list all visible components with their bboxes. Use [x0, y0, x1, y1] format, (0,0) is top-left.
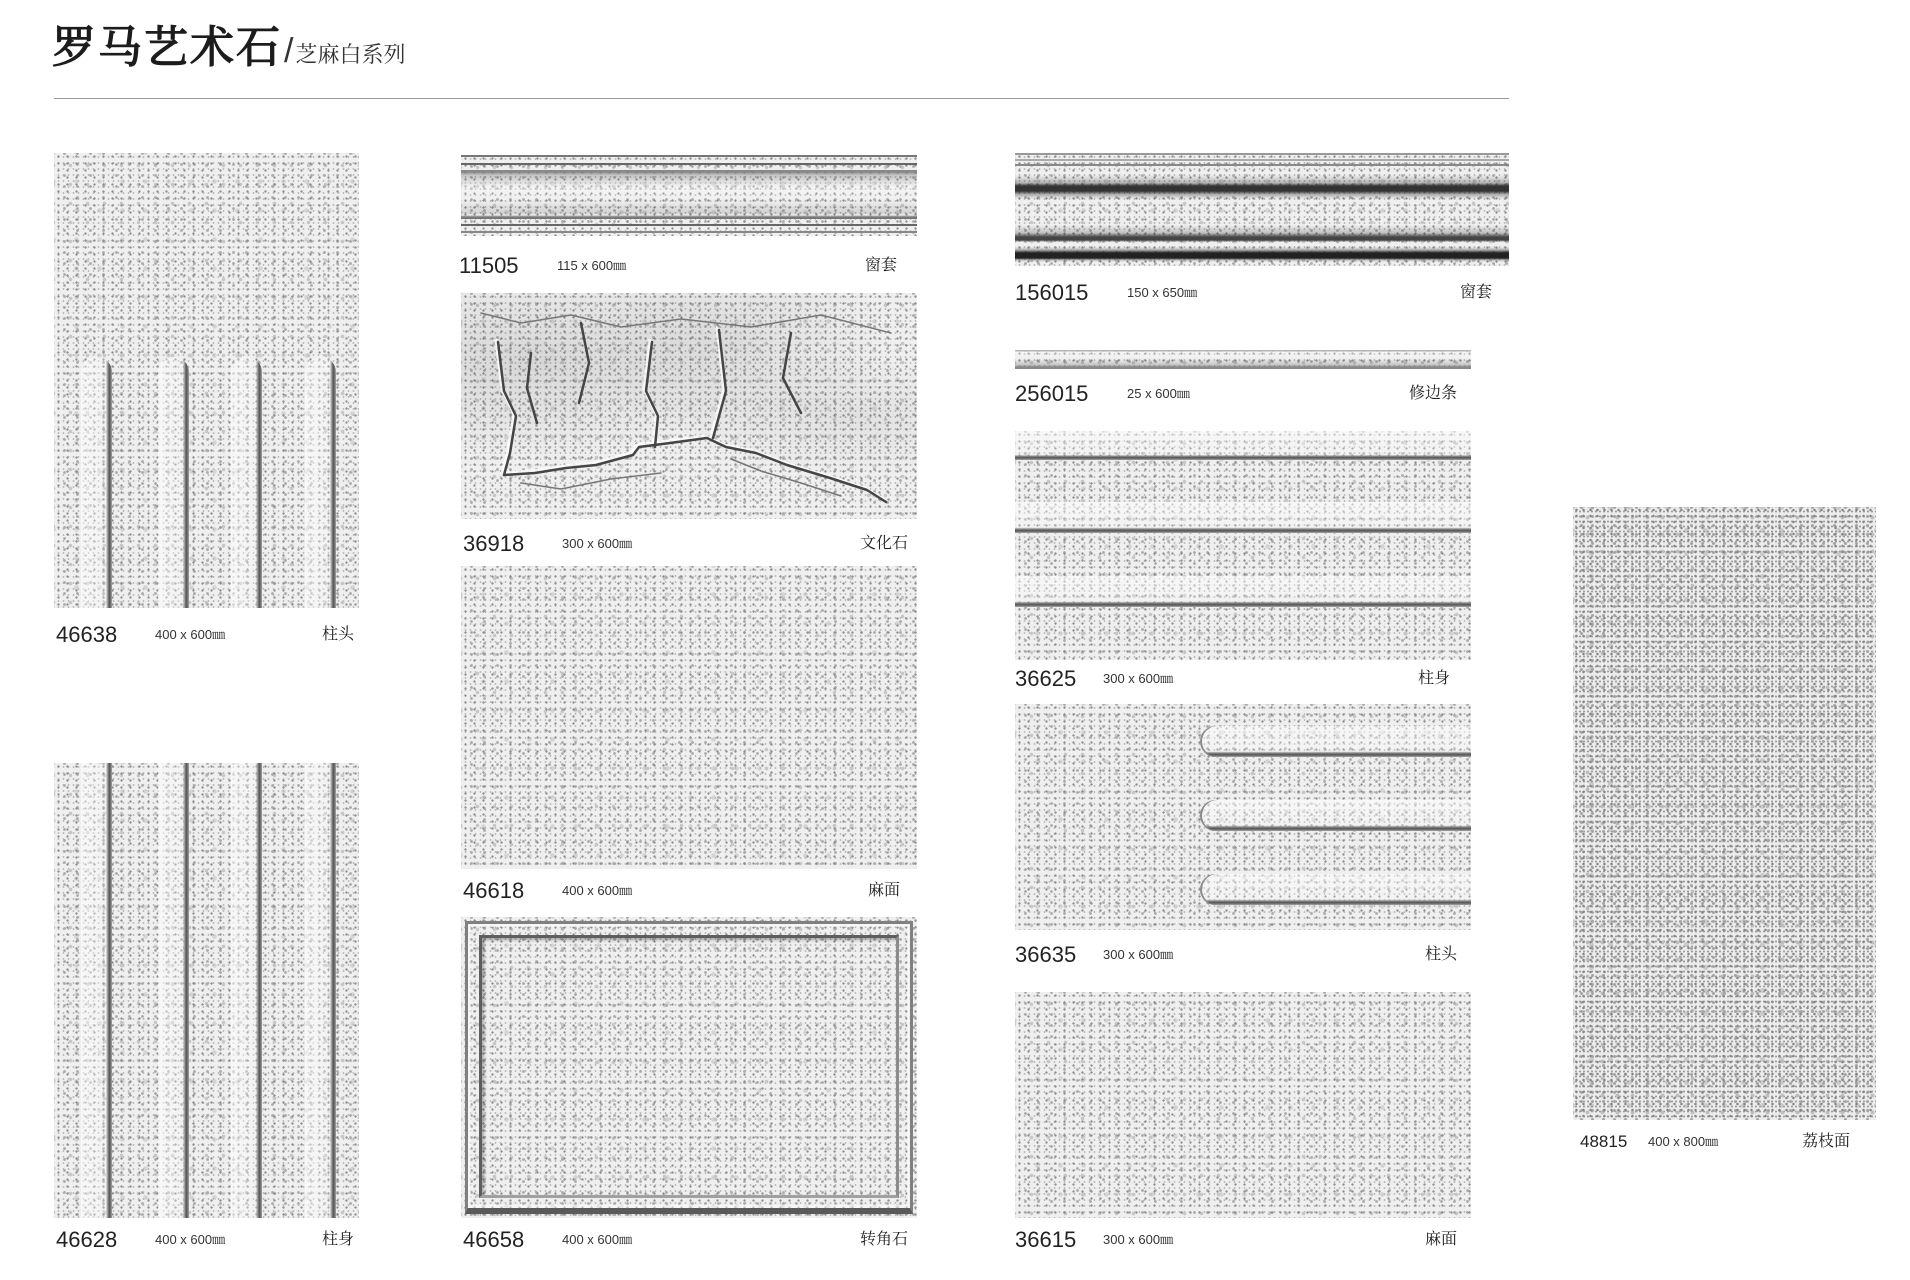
product-caption — [860, 1228, 908, 1252]
product-code: 46628 — [56, 1227, 118, 1252]
product-size: 300 x 600㎜ — [1103, 671, 1174, 686]
product-caption — [1015, 943, 1076, 967]
product-caption — [459, 254, 519, 278]
product-caption — [56, 623, 117, 647]
product-caption — [1015, 667, 1076, 691]
stone-tile-image — [1015, 153, 1509, 266]
product-size: 400 x 600㎜ — [562, 1232, 633, 1247]
header-divider — [54, 98, 1509, 99]
product-caption — [463, 879, 524, 903]
groove-line — [158, 763, 189, 1218]
product-size: 400 x 600㎜ — [155, 627, 226, 642]
product-code: 46638 — [56, 622, 118, 647]
product-caption — [860, 532, 908, 556]
product-caption — [1103, 1228, 1173, 1252]
product-caption — [1580, 1130, 1627, 1154]
product-size: 300 x 600㎜ — [1103, 1232, 1174, 1247]
groove-line — [231, 357, 262, 608]
product-caption — [562, 879, 632, 903]
product-size: 300 x 600㎜ — [1103, 947, 1174, 962]
series-subtitle: 芝麻白系列 — [295, 42, 406, 67]
stone-tile-image — [1015, 704, 1471, 930]
product-code: 256015 — [1015, 381, 1089, 406]
groove-line — [158, 357, 189, 608]
product-code: 46618 — [463, 878, 525, 903]
series-title: 罗马艺术石 — [52, 23, 282, 72]
groove-line — [1200, 800, 1471, 831]
product-caption — [868, 879, 900, 903]
product-type: 柱头 — [322, 626, 355, 643]
groove-line — [305, 357, 336, 608]
product-type: 修边条 — [1409, 385, 1458, 402]
rock-relief-graphic — [461, 293, 917, 519]
product-type: 麻面 — [868, 882, 901, 899]
product-caption — [1648, 1130, 1718, 1154]
groove-line — [1015, 576, 1471, 607]
stone-tile-image — [461, 293, 917, 519]
product-type: 文化石 — [860, 535, 909, 552]
product-code: 36635 — [1015, 942, 1077, 967]
product-size: 300 x 600㎜ — [562, 536, 633, 551]
product-code: 36918 — [463, 531, 525, 556]
product-caption — [155, 623, 225, 647]
product-caption — [463, 532, 524, 556]
product-code: 36615 — [1015, 1227, 1077, 1252]
groove-line — [81, 357, 112, 608]
product-size: 150 x 650㎜ — [1127, 285, 1198, 300]
product-code: 48815 — [1580, 1132, 1628, 1151]
product-caption — [1460, 281, 1492, 305]
groove-line — [1200, 874, 1471, 905]
product-caption — [322, 1228, 354, 1252]
product-caption — [1127, 382, 1190, 406]
molding-profile — [1015, 350, 1471, 369]
product-size: 400 x 600㎜ — [562, 883, 633, 898]
product-caption — [1103, 943, 1173, 967]
frame-border-inner — [479, 935, 899, 1198]
product-caption — [562, 1228, 632, 1252]
stone-tile-image — [1015, 350, 1471, 369]
stone-tile-image — [461, 566, 917, 869]
stone-tile-image — [461, 917, 917, 1218]
groove-line — [1015, 431, 1471, 460]
product-size: 25 x 600㎜ — [1127, 386, 1190, 401]
product-caption — [1103, 667, 1173, 691]
product-caption — [865, 254, 897, 278]
product-caption — [1425, 943, 1457, 967]
product-caption — [155, 1228, 225, 1252]
product-caption — [1425, 1228, 1457, 1252]
product-caption — [1802, 1130, 1850, 1154]
stone-tile-image — [461, 155, 917, 236]
product-type: 柱头 — [1425, 946, 1458, 963]
product-caption — [557, 254, 626, 278]
page-title — [52, 23, 406, 72]
product-type: 转角石 — [860, 1231, 909, 1248]
product-caption — [1015, 382, 1088, 406]
product-type: 窗套 — [865, 257, 898, 274]
groove-line — [231, 763, 262, 1218]
groove-line — [1200, 726, 1471, 757]
product-type: 柱身 — [1418, 670, 1451, 687]
product-type: 柱身 — [322, 1231, 355, 1248]
groove-line — [81, 763, 112, 1218]
stone-tile-image — [1015, 431, 1471, 660]
product-size: 115 x 600㎜ — [557, 258, 627, 273]
molding-profile — [1015, 153, 1509, 266]
product-code: 156015 — [1015, 280, 1089, 305]
product-caption — [562, 532, 632, 556]
product-caption — [1418, 667, 1450, 691]
product-size: 400 x 800㎜ — [1648, 1134, 1719, 1149]
product-caption — [1409, 382, 1457, 406]
stone-tile-image — [54, 153, 359, 608]
molding-profile — [461, 155, 917, 236]
title-separator: / — [284, 32, 294, 70]
product-caption — [1015, 281, 1088, 305]
product-type: 窗套 — [1460, 284, 1493, 301]
product-size: 400 x 600㎜ — [155, 1232, 226, 1247]
groove-line — [1015, 502, 1471, 533]
stone-tile-image — [1573, 507, 1876, 1120]
product-caption — [1127, 281, 1197, 305]
product-code: 46658 — [463, 1227, 525, 1252]
product-code: 11505 — [459, 253, 519, 278]
stone-tile-image — [1015, 992, 1471, 1218]
product-caption — [56, 1228, 117, 1252]
stone-tile-image — [54, 763, 359, 1218]
product-code: 36625 — [1015, 666, 1077, 691]
product-caption — [463, 1228, 524, 1252]
groove-line — [305, 763, 336, 1218]
product-caption — [322, 623, 354, 647]
product-caption — [1015, 1228, 1076, 1252]
product-type: 麻面 — [1425, 1231, 1458, 1248]
product-type: 荔枝面 — [1802, 1133, 1851, 1150]
